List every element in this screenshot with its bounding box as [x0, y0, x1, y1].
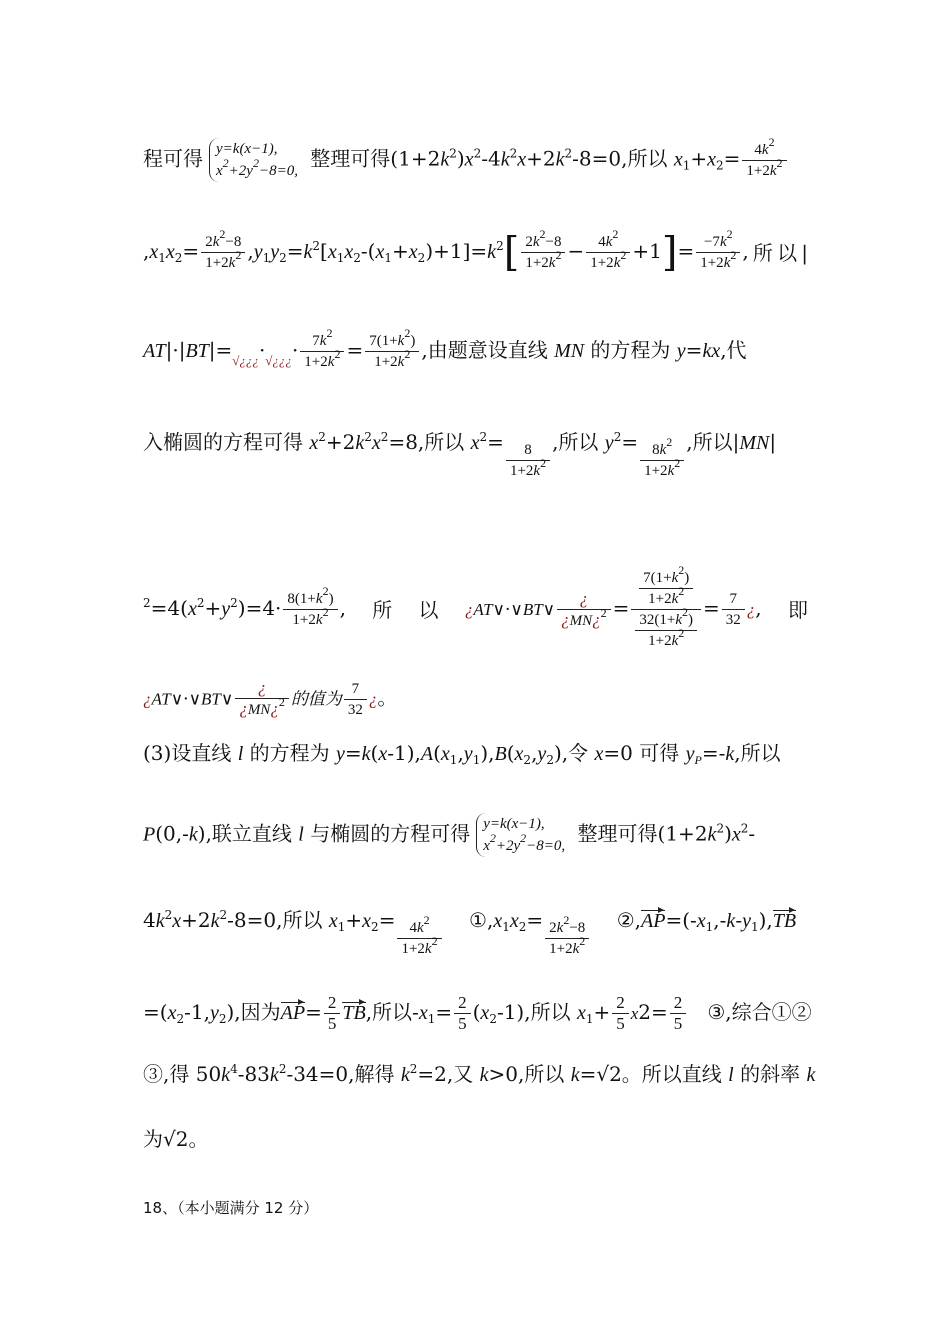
equation-system-1: y=k(x−1), $x^2+2y^2-8=0$, [209, 138, 298, 182]
text-line-11: ③,得 $50k^4-83k^2-34=0$,解得 $k^2=2$,又 k>0,所以 k=√2。所以直线 l 的斜率 k [143, 1062, 816, 1086]
vector-ap: AP [641, 910, 666, 932]
text-line-10: $=(x_2-1,y_2)$,因为AP= $\frac{2}{5}$ TB,所以$-x_1=$ $\frac{2}{5}$ $(x_2-1)$,所以 $x_1+$ $\frac{2}{5}$ x2= $\frac{2}{5}$ ③,综合①② [143, 993, 812, 1033]
question-heading: 18、（本小题满分 12 分） [143, 1199, 319, 1217]
equation-system-2: y=k(x−1), $x^2+2y^2-8=0$, [476, 813, 565, 857]
text-line-4: 入椭圆的方程可得 $x^2+2k^2x^2=8$,所以 $x^2=$ $\frac{8}{1+2k^2}$ ,所以 $y^2=$ $\frac{8k^2}{1+2k^2}$ ,所以|MN| [143, 430, 777, 479]
text-line-8: P(0,-k),联立直线 l 与椭圆的方程可得 y=k(x−1), $x^2+2y^2-8=0$, 整理可得$(1+2k^2)x^2-$ [143, 813, 808, 857]
text-line-5: $^2=4(x^2+y^2)=4\cdot$ $\frac{8(1+k^2)}{1+2k^2}$ , 所 以 ¿AT∨·∨BT∨ $\frac{¿}{¿MN¿^2}$ = $\frac{\frac{7(1+k^2)}{1+2k^2}}{\frac{32(1+k^2)}{1+2k^2}}$ = $\frac{7}{32}$ ¿, 即 [143, 563, 808, 649]
text-line-3: $AT|\cdot|BT|=_{√¿¿¿}\cdot_{√¿¿¿}\cdot$ $\frac{7k^2}{1+2k^2}$ = $\frac{7(1+k^2)}{1+2k^2}$ ,由题意设直线 MN 的方程为 y=kx,代 [143, 326, 747, 370]
text-line-12: 为√2。 [143, 1127, 209, 1151]
text-line-1: 程可得 y=k(x−1), $x^2+2y^2-8=0$, 整理可得$(1+2k^2)x^2-4k^2x+2k^2-8=0$,所以 $x_1+x_2=$ $\frac{4k^2}{1+2k^2}$ [143, 138, 808, 182]
text-line-6: ¿AT∨·∨BT∨ $\frac{¿}{¿MN¿^2}$ 的值为 $\frac{7}{32}$ ¿。 [143, 678, 398, 718]
text-line-2: $,x_1x_2=$ $\frac{2k^2-8}{1+2k^2}$ $,y_1y_2=k^2[x_1x_2-(x_1+x_2)+1]=k^2$[ $\frac{2k^2-8}{1+2k^2}$ − $\frac{4k^2}{1+2k^2}$ +1]= $\frac{-7k^2}{1+2k^2}$ , 所 以 | [143, 227, 808, 276]
text-line-9: $4k^2x+2k^2-8=0$,所以 $x_1+x_2=$ $\frac{4k^2}{1+2k^2}$ $①,x_1x_2=$ $\frac{2k^2-8}{1+2k^2}$ $②,AP=(-x_1,-k-y_1),TB$ [143, 908, 797, 957]
text-line-7: (3)设直线 l 的方程为 $y=k(x-1),A(x_1,y_1),B(x_2,y_2)$,令 x=0 可得 $y_P=-k$,所以 [143, 741, 781, 767]
vector-tb: TB [772, 910, 797, 932]
